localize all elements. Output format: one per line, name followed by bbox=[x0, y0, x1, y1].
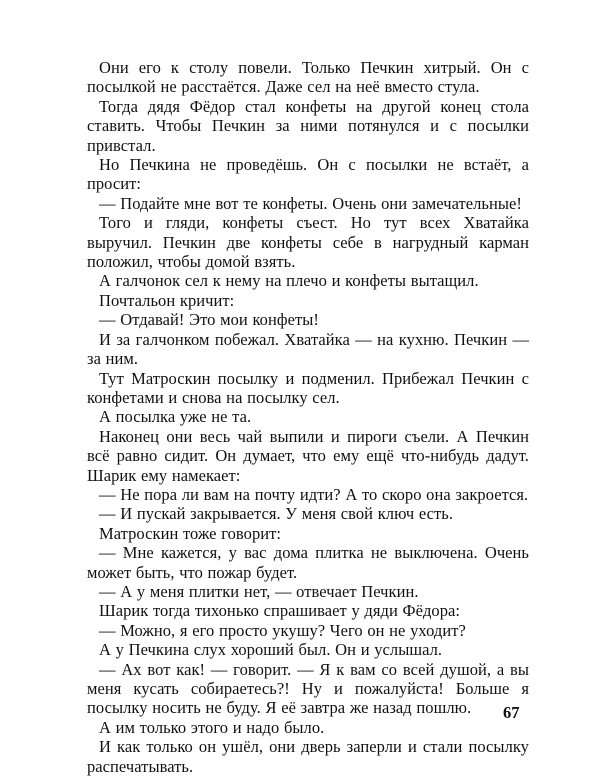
paragraph: — Мне кажется, у вас дома плитка не выключена. Очень может быть, что пожар будет. bbox=[87, 543, 529, 582]
paragraph: — Отдавай! Это мои конфеты! bbox=[99, 310, 319, 330]
paragraph: А посылка уже не та. bbox=[99, 407, 252, 427]
paragraph: Матроскин тоже говорит: bbox=[99, 523, 282, 543]
paragraph: — А у меня плитки нет, — отвечает Печкин. bbox=[99, 581, 419, 601]
paragraph: Тогда дядя Фёдор стал конфеты на другой конец стола ставить. Чтобы Печкин за ними потянулся и с посылки привстал. bbox=[87, 96, 529, 155]
paragraph: Того и гляди, конфеты съест. Но тут всех Хватайка выручил. Печкин две конфеты себе в нагрудный карман положил, чтобы домой взять. bbox=[87, 213, 529, 272]
paragraph: — Не пора ли вам на почту идти? А то скоро она закроется. bbox=[99, 484, 529, 504]
page-number: 67 bbox=[503, 703, 520, 722]
paragraph: И за галчонком побежал. Хватайка — на кухню. Печкин — за ним. bbox=[87, 329, 529, 369]
paragraph: — Подайте мне вот те конфеты. Очень они замечательные! bbox=[99, 193, 522, 213]
paragraph: Шарик тогда тихонько спрашивает у дяди Фёдора: bbox=[99, 601, 461, 621]
paragraph: — И пускай закрывается. У меня свой ключ есть. bbox=[99, 504, 454, 524]
paragraph: Они его к столу повели. Только Печкин хитрый. Он с посылкой не расстаётся. Даже сел на неё вместо стула. bbox=[87, 58, 529, 97]
paragraph: А галчонок сел к нему на плечо и конфеты вытащил. bbox=[99, 271, 479, 291]
paragraph: Но Печкина не проведёшь. Он с посылки не встаёт, а просит: bbox=[87, 155, 529, 194]
paragraph: — Ах вот как! — говорит. — Я к вам со всей душой, а вы меня кусать собираетесь?! Ну и пожалуйста! Больше я посылку носить не буду. Я её завтра же назад пошлю. bbox=[87, 659, 529, 718]
paragraph: Наконец они весь чай выпили и пироги съели. А Печкин всё равно сидит. Он думает, что ему ещё что-нибудь дадут. Шарик ему намекает: bbox=[87, 426, 529, 485]
paragraph: А им только этого и надо было. bbox=[99, 717, 325, 737]
paragraph: И как только он ушёл, они дверь заперли и стали посылку распечатывать. bbox=[87, 737, 529, 776]
paragraph: Почтальон кричит: bbox=[99, 290, 235, 310]
body-text bbox=[87, 58, 529, 776]
paragraph: А у Печкина слух хороший был. Он и услышал. bbox=[99, 640, 443, 660]
paragraph: Тут Матроскин посылку и подменил. Прибежал Печкин с конфетами и снова на посылку сел. bbox=[87, 368, 529, 407]
paragraph: — Можно, я его просто укушу? Чего он не уходит? bbox=[99, 620, 466, 640]
